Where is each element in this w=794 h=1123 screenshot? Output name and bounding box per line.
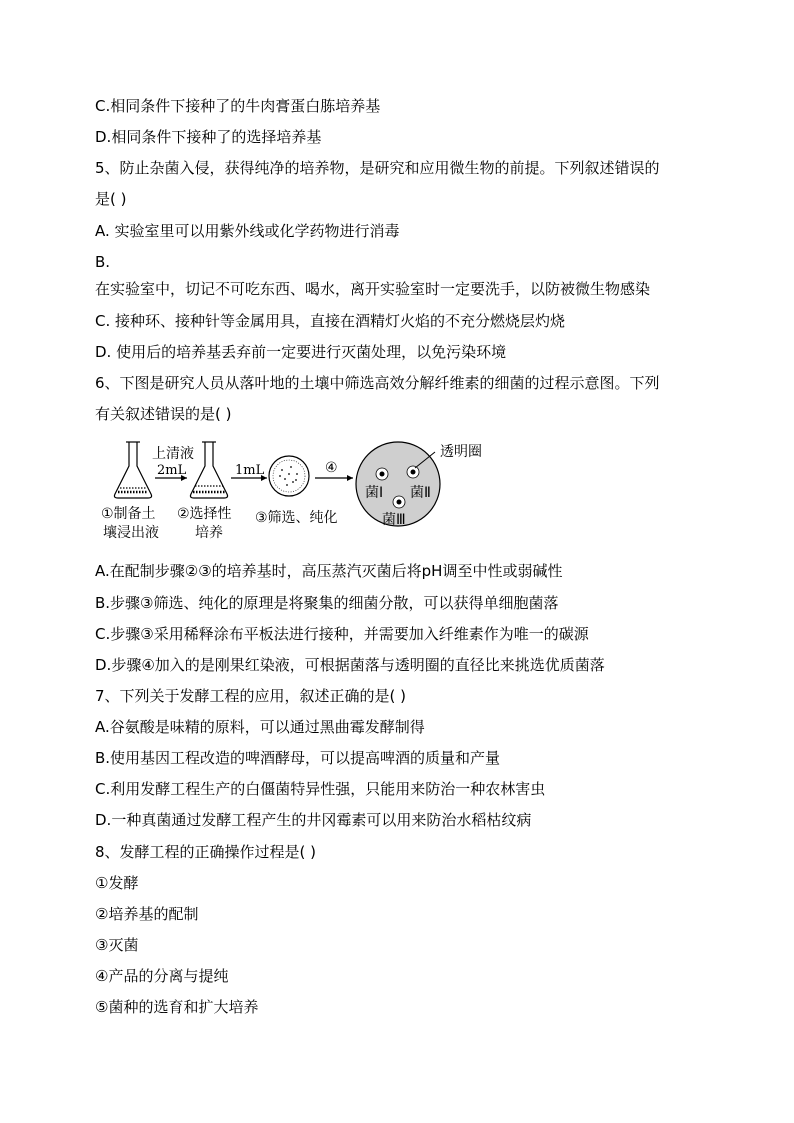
option-7b: B.使用基因工程改造的啤酒酵母，可以提高啤酒的质量和产量	[95, 749, 501, 767]
question-8-stem: 8、发酵工程的正确操作过程是( )	[95, 843, 317, 861]
step-item-3: ③灭菌	[95, 936, 139, 954]
label-strain-2: 菌Ⅱ	[410, 485, 431, 501]
option-5b-text: 在实验室中，切记不可吃东西、喝水，离开实验室时一定要洗手，以防被微生物感染	[95, 280, 651, 298]
option-6b: B.步骤③筛选、纯化的原理是将聚集的细菌分散，可以获得单细胞菌落	[95, 594, 559, 612]
caption-step2-line2: 培养	[195, 525, 223, 541]
caption-step3: ③筛选、纯化	[255, 510, 338, 526]
option-5a: A. 实验室里可以用紫外线或化学药物进行消毒	[95, 222, 400, 240]
step-item-1: ①发酵	[95, 874, 139, 892]
label-strain-1: 菌Ⅰ	[365, 485, 384, 501]
option-5d: D. 使用后的培养基丢弃前一定要进行灭菌处理，以免污染环境	[95, 343, 507, 361]
option-5b-label: B.	[95, 253, 111, 271]
caption-step1-line2: 壤浸出液	[103, 525, 159, 541]
label-2ml: 2mL	[157, 463, 187, 478]
flask-2	[190, 442, 227, 498]
question-5-stem-cont: 是( )	[95, 190, 127, 208]
option-7a: A.谷氨酸是味精的原料，可以通过黑曲霉发酵制得	[95, 718, 425, 736]
step-item-4: ④产品的分离与提纯	[95, 967, 229, 985]
option-5c: C. 接种环、接种针等金属用具，直接在酒精灯火焰的不充分燃烧层灼烧	[95, 312, 566, 330]
question-5-stem: 5、防止杂菌入侵，获得纯净的培养物，是研究和应用微生物的前提。下列叙述错误的	[95, 159, 660, 177]
caption-step2-line1: ②选择性	[177, 506, 232, 522]
flask-1	[114, 442, 151, 498]
label-1ml: 1mL	[235, 463, 265, 478]
question-6-stem-cont: 有关叙述错误的是( )	[95, 405, 232, 423]
option-7d: D.一种真菌通过发酵工程产生的井冈霉素可以用来防治水稻枯纹病	[95, 811, 532, 829]
caption-step1-line1: ①制备土	[101, 506, 156, 522]
question-6-stem: 6、下图是研究人员从落叶地的土壤中筛选高效分解纤维素的细菌的过程示意图。下列	[95, 374, 660, 392]
label-clear-zone: 透明圈	[440, 444, 482, 460]
step-item-5: ⑤菌种的选育和扩大培养	[95, 998, 259, 1016]
screening-process-diagram	[95, 436, 515, 544]
label-supernatant: 上清液	[152, 446, 194, 462]
question-7-stem: 7、下列关于发酵工程的应用，叙述正确的是( )	[95, 687, 407, 705]
option-6a: A.在配制步骤②③的培养基时，高压蒸汽灭菌后将pH调至中性或弱碱性	[95, 562, 563, 580]
option-4c: C.相同条件下接种了的牛肉膏蛋白胨培养基	[95, 97, 381, 115]
option-7c: C.利用发酵工程生产的白僵菌特异性强，只能用来防治一种农林害虫	[95, 780, 546, 798]
petri-dish-screening	[269, 456, 309, 496]
option-6c: C.步骤③采用稀释涂布平板法进行接种，并需要加入纤维素作为唯一的碳源	[95, 625, 589, 643]
label-strain-3: 菌Ⅲ	[382, 512, 406, 528]
label-step4: ④	[325, 460, 338, 476]
step-item-2: ②培养基的配制	[95, 905, 199, 923]
option-6d: D.步骤④加入的是刚果红染液，可根据菌落与透明圈的直径比来挑选优质菌落	[95, 656, 605, 674]
option-4d: D.相同条件下接种了的选择培养基	[95, 128, 322, 146]
